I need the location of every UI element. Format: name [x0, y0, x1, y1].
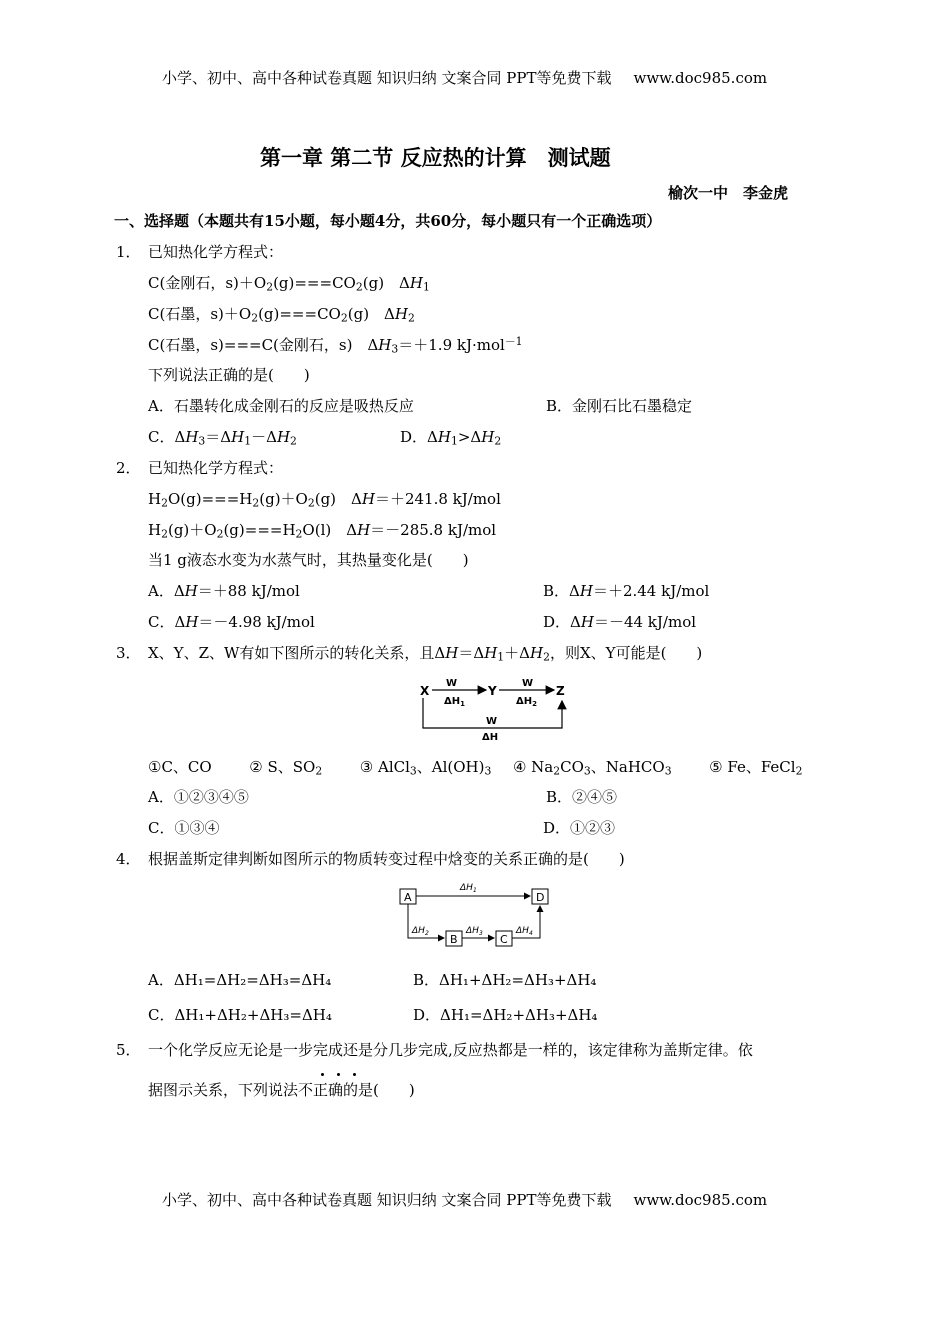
footer-text: 小学、初中、高中各种试卷真题 知识归纳 文案合同 PPT等免费下载 — [162, 1191, 612, 1209]
q1-option-a: A．石墨转化成金刚石的反应是吸热反应 — [148, 397, 414, 415]
q1-option-d: D．$\Delta H_1>\Delta H_2$ — [400, 428, 502, 448]
q3-option-b: B．②④⑤ — [546, 788, 618, 806]
header-url: www.doc985.com — [633, 69, 768, 87]
q1-option-b: B．金刚石比石墨稳定 — [546, 397, 693, 415]
q1-eq1: C(金刚石，$s)+O_2(g)===CO_2(g)$ $\Delta H_1$ — [148, 274, 430, 294]
q4-node-c: C — [500, 933, 508, 946]
section-heading: 一、选择题（本题共有15小题，每小题4分，共60分，每小题只有一个正确选项） — [114, 212, 662, 230]
q4-node-b: B — [450, 933, 458, 946]
q2-option-a: A．ΔH＝＋88 kJ/mol — [148, 582, 300, 600]
q3-label-dh: ΔH — [482, 732, 499, 743]
page-header — [162, 71, 767, 86]
q3-diagram — [410, 676, 580, 746]
q1-number: 1． — [116, 243, 141, 261]
q3-option-a: A．①②③④⑤ — [148, 788, 249, 806]
q5-emphasis-dot — [353, 1073, 356, 1076]
q4-label-dh3: $\Delta H_3$ — [466, 926, 483, 937]
q3-items — [148, 760, 802, 777]
q3-option-d: D．①②③ — [543, 819, 616, 837]
author: 榆次一中 李金虎 — [668, 184, 789, 202]
q4-label-dh4: $\Delta H_4$ — [516, 926, 533, 937]
q1-eq2: C(石墨，$s)+O_2(g)===CO_2(g)$ $\Delta H_2$ — [148, 305, 415, 325]
q3-item-3: ③ AlCl$_3$、$Al(OH)_3$ — [359, 758, 492, 778]
footer-url: www.doc985.com — [633, 1191, 768, 1209]
q3-label-w1: W — [446, 678, 458, 689]
q4-option-b: B．ΔH₁+ΔH₂=ΔH₃+ΔH₄ — [413, 971, 597, 989]
q3-option-c: C．①③④ — [148, 819, 220, 837]
q3-number: 3． — [116, 644, 141, 662]
q3-node-x: X — [420, 684, 430, 698]
q4-option-a: A．ΔH₁=ΔH₂=ΔH₃=ΔH₄ — [148, 971, 332, 989]
q3-stem: X、Y、Z、W有如下图所示的转化关系，且$\Delta H=\Delta H_1+\Delta H_2$，则X、Y可能是( ) — [148, 644, 703, 664]
q2-ask: 当1 g液态水变为水蒸气时，其热量变化是( ) — [148, 551, 469, 569]
q4-option-d: D．ΔH₁=ΔH₂+ΔH₃+ΔH₄ — [413, 1006, 598, 1024]
q1-option-c: C．$\Delta H_3=\Delta H_1-\Delta H_2$ — [148, 428, 297, 448]
q4-option-c: C．ΔH₁+ΔH₂+ΔH₃=ΔH₄ — [148, 1006, 332, 1024]
q4-node-d: D — [536, 891, 545, 904]
q2-eq1: $H_2O(g)===H_2(g)+O_2(g)$ ΔH＝＋241.8 kJ/mol — [148, 490, 501, 510]
q2-option-d: D．ΔH＝－44 kJ/mol — [543, 613, 697, 631]
q5-line1: 一个化学反应无论是一步完成还是分几步完成,反应热都是一样的，该定律称为盖斯定律。依 — [148, 1041, 753, 1059]
q4-label-dh2: $\Delta H_2$ — [412, 926, 429, 937]
q5-emphasis-dot — [321, 1073, 324, 1076]
q3-item-1: ①C、CO — [148, 758, 212, 776]
q3-item-2: ② S、$SO_2$ — [249, 758, 323, 778]
q3-label-w2: W — [522, 678, 534, 689]
q1-eq3: C(石墨，s)===C(金刚石，s) $\Delta H_3=+1.9$ kJ·mol$^{-1}$ — [148, 335, 523, 356]
q5-emphasis-dot — [337, 1073, 340, 1076]
q4-number: 4． — [116, 850, 141, 868]
q4-node-a: A — [404, 891, 412, 904]
q3-label-dh1: $\Delta H_1$ — [444, 696, 465, 708]
page-title: 第一章 第二节 反应热的计算 测试题 — [260, 145, 611, 170]
q2-number: 2． — [116, 459, 141, 477]
q3-item-5: ⑤ Fe、FeCl$_2$ — [709, 758, 803, 778]
header-text: 小学、初中、高中各种试卷真题 知识归纳 文案合同 PPT等免费下载 — [162, 69, 612, 87]
q3-item-4: ④ $Na_2CO_3$、NaHCO$_3$ — [512, 758, 672, 778]
q3-node-z: Z — [556, 684, 565, 698]
q4-label-dh1: $\Delta H_1$ — [460, 883, 477, 894]
q2-eq2: $H_2(g)+O_2(g)===H_2O(l)$ ΔH＝－285.8 kJ/mol — [148, 521, 497, 541]
q4-diagram — [396, 876, 556, 950]
q3-label-dh2: $\Delta H_2$ — [516, 696, 537, 708]
page-footer — [162, 1193, 767, 1208]
q5-line2: 据图示关系，下列说法不正确的是( ) — [148, 1081, 415, 1099]
q1-stem: 已知热化学方程式： — [148, 243, 284, 261]
q4-stem: 根据盖斯定律判断如图所示的物质转变过程中焓变的关系正确的是( ) — [148, 850, 625, 868]
q2-stem: 已知热化学方程式： — [148, 459, 284, 477]
q2-option-b: B．ΔH＝＋2.44 kJ/mol — [543, 582, 710, 600]
q3-label-w3: W — [486, 716, 498, 727]
q5-number: 5． — [116, 1041, 141, 1059]
q1-ask: 下列说法正确的是( ) — [148, 366, 310, 384]
q3-node-y: Y — [488, 684, 497, 698]
q2-option-c: C．ΔH＝－4.98 kJ/mol — [148, 613, 315, 631]
